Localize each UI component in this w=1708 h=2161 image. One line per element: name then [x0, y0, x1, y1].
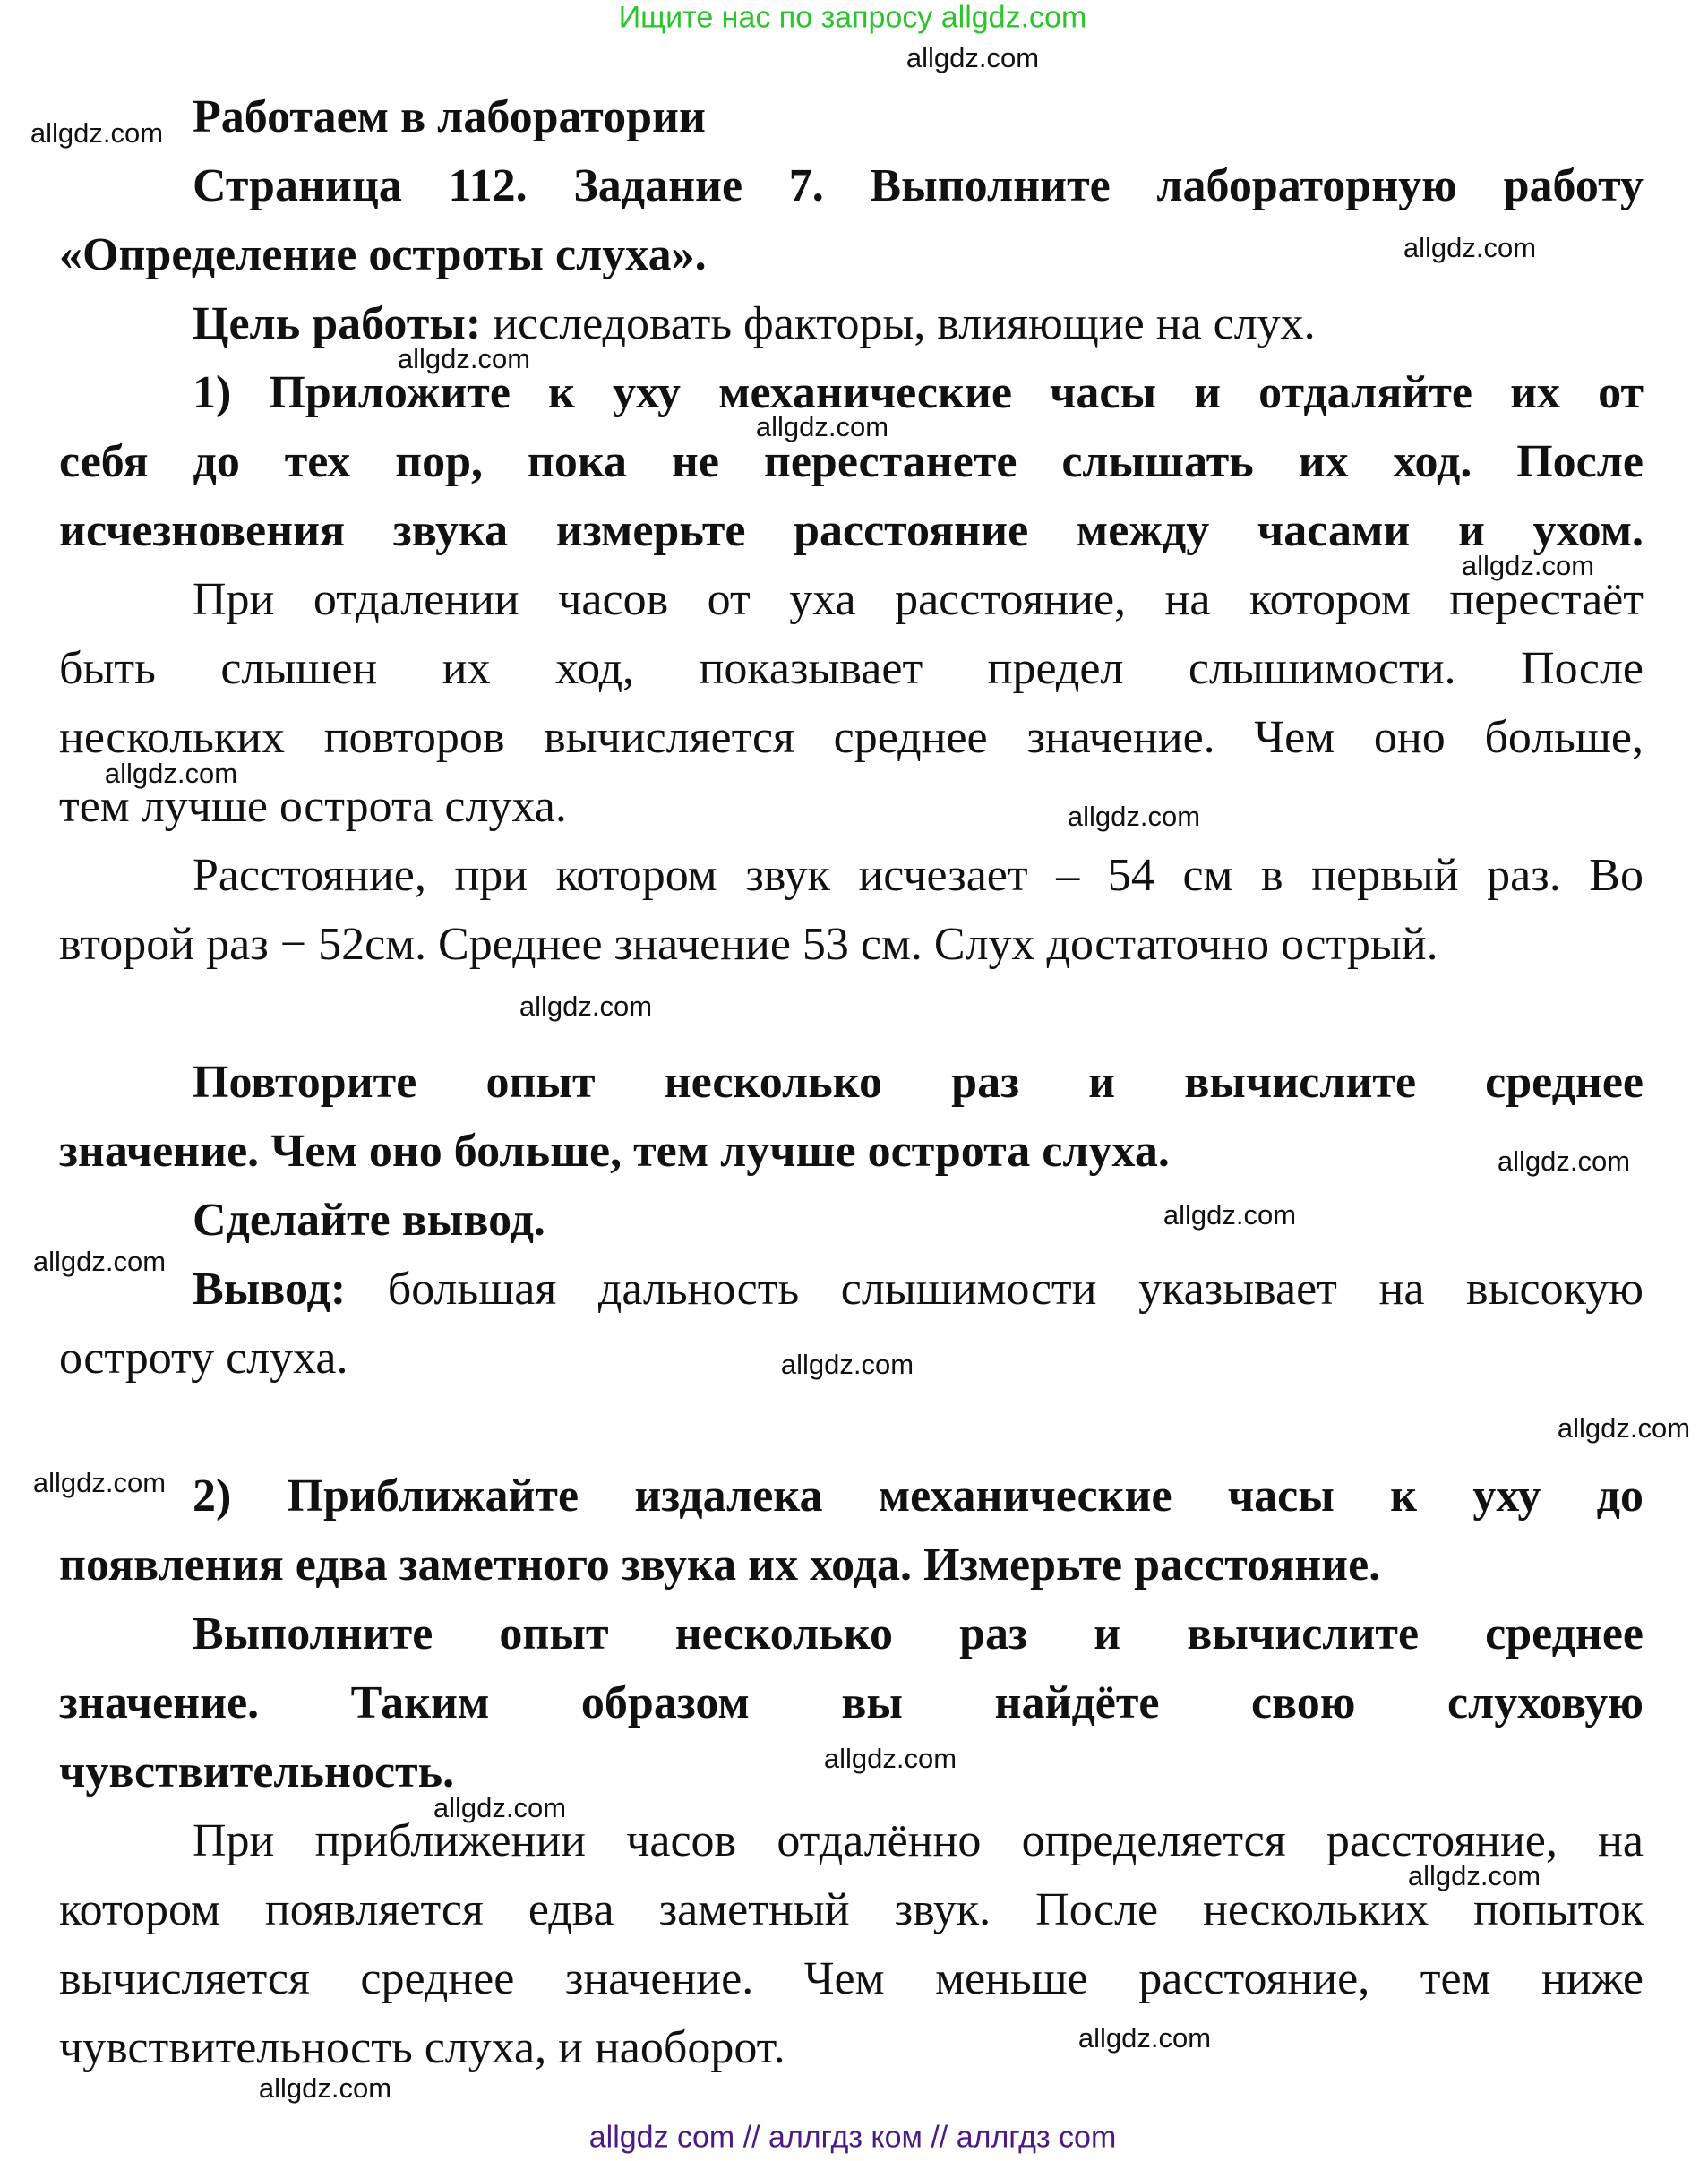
- bold-text: Работаем в лаборатории: [193, 91, 706, 142]
- bold-text: «Определение остроты слуха».: [59, 229, 707, 280]
- bold-text: Сделайте вывод.: [193, 1195, 545, 1246]
- text-line: [59, 1806, 1644, 1875]
- watermark: allgdz.com: [258, 2072, 392, 2104]
- body-text: остроту слуха.: [59, 1333, 348, 1384]
- text-line: [59, 1255, 1644, 1324]
- footer-banner[interactable]: allgdz com // аллгдз ком // аллгдз com: [588, 2120, 1117, 2155]
- bold-text: 2) Приближайте издалека механические часы к уху до: [193, 1471, 1644, 1522]
- bold-text: значение. Таким образом вы найдёте свою слуховую: [59, 1677, 1644, 1728]
- text-line: [59, 1462, 1644, 1531]
- watermark: allgdz.com: [519, 990, 653, 1022]
- watermark: allgdz.com: [30, 117, 164, 149]
- watermark: allgdz.com: [1407, 1860, 1541, 1891]
- text-line: [59, 910, 1644, 979]
- text-line: [59, 289, 1644, 358]
- watermark: allgdz.com: [780, 1349, 914, 1380]
- watermark: allgdz.com: [1067, 801, 1201, 832]
- watermark: allgdz.com: [1163, 1199, 1297, 1231]
- text-line: [59, 1668, 1644, 1737]
- text-line: [59, 1117, 1644, 1186]
- bold-text: появления едва заметного звука их хода. Измерьте расстояние.: [59, 1539, 1381, 1591]
- watermark: allgdz.com: [905, 42, 1040, 73]
- body-text: котором появляется едва заметный звук. После нескольких попыток: [59, 1884, 1644, 1935]
- bold-text: себя до тех пор, пока не перестанете слышать их ход. После: [59, 436, 1644, 487]
- bold-text: Повторите опыт несколько раз и вычислите среднее: [193, 1057, 1644, 1108]
- bold-text: Выполните опыт несколько раз и вычислите среднее: [193, 1608, 1644, 1659]
- text-line: [59, 1531, 1644, 1599]
- watermark: allgdz.com: [755, 411, 889, 442]
- bold-text: Цель работы:: [193, 298, 482, 349]
- text-line: [59, 1875, 1644, 1944]
- header-banner[interactable]: Ищите нас по запросу allgdz.com: [618, 0, 1087, 35]
- text-line: [59, 703, 1644, 772]
- watermark: allgdz.com: [1403, 232, 1537, 263]
- text-line: [59, 1944, 1644, 2013]
- watermark: allgdz.com: [1557, 1412, 1691, 1444]
- text-line: [59, 841, 1644, 910]
- body-text: вычисляется среднее значение. Чем меньше расстояние, тем ниже: [59, 1953, 1644, 2004]
- text-line: [59, 772, 1644, 841]
- watermark: allgdz.com: [397, 343, 531, 374]
- watermark: allgdz.com: [32, 1246, 167, 1277]
- text-line: [59, 151, 1644, 220]
- bold-text: значение. Чем оно больше, тем лучше острота слуха.: [59, 1126, 1170, 1177]
- body-text: чувствительность слуха, и наоборот.: [59, 2022, 785, 2073]
- body-text: второй раз − 52см. Среднее значение 53 см. Слух достаточно острый.: [59, 919, 1438, 970]
- watermark: allgdz.com: [823, 1743, 957, 1774]
- watermark: allgdz.com: [433, 1792, 567, 1823]
- bold-text: чувствительность.: [59, 1746, 455, 1797]
- text-line: [59, 1048, 1644, 1117]
- watermark: allgdz.com: [1497, 1145, 1631, 1177]
- body-text: исследовать факторы, влияющие на слух.: [481, 298, 1316, 349]
- watermark: allgdz.com: [32, 1467, 167, 1498]
- watermark: allgdz.com: [1461, 550, 1595, 581]
- watermark: allgdz.com: [1077, 2022, 1212, 2054]
- document-body: [59, 82, 1644, 2082]
- text-line: [59, 82, 1644, 151]
- body-text: большая дальность слышимости указывает на высокую: [346, 1264, 1644, 1315]
- bold-text: исчезновения звука измерьте расстояние между часами и ухом.: [59, 505, 1644, 556]
- text-line: [59, 496, 1644, 565]
- body-text: При приближении часов отдалённо определяется расстояние, на: [193, 1815, 1644, 1866]
- text-line: [59, 1186, 1644, 1255]
- bold-text: Страница 112. Задание 7. Выполните лабораторную работу: [193, 160, 1644, 211]
- bold-text: Вывод:: [193, 1264, 347, 1315]
- text-line: [59, 1599, 1644, 1668]
- body-text: Расстояние, при котором звук исчезает – 54 см в первый раз. Во: [193, 850, 1644, 901]
- body-text: тем лучше острота слуха.: [59, 781, 567, 832]
- body-text: быть слышен их ход, показывает предел слышимости. После: [59, 643, 1644, 694]
- text-line: [59, 634, 1644, 703]
- bold-text: 1) Приложите к уху механические часы и отдаляйте их от: [193, 367, 1644, 418]
- blank-line: [59, 1393, 1644, 1462]
- blank-line: [59, 979, 1644, 1048]
- body-text: При отдалении часов от уха расстояние, на котором перестаёт: [193, 574, 1644, 625]
- watermark: allgdz.com: [104, 758, 238, 789]
- body-text: нескольких повторов вычисляется среднее значение. Чем оно больше,: [59, 712, 1644, 763]
- text-line: [59, 565, 1644, 634]
